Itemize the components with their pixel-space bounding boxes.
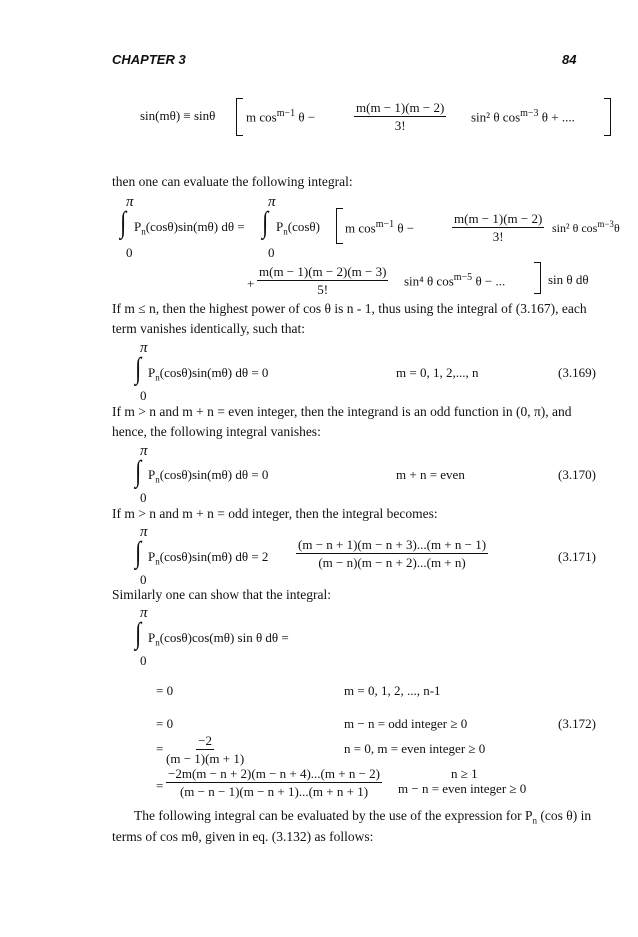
paragraph: then one can evaluate the following integral: xyxy=(112,174,353,189)
case-condition: n = 0, m = even integer ≥ 0 xyxy=(344,741,486,756)
paragraph: If m > n and m + n = odd integer, then the integral becomes: xyxy=(112,506,438,521)
equation-sin-expansion: sin(mθ) ≡ sinθ xyxy=(140,108,216,123)
fraction: $\frac{-2}{(m - 1)(m + 1)}$ xyxy=(166,733,245,766)
page-number: 84 xyxy=(562,52,577,67)
chapter-header: CHAPTER 3 xyxy=(112,52,186,67)
right-bracket xyxy=(534,262,541,294)
right-bracket xyxy=(604,98,611,136)
equation-3-171: $P_n(\cos\theta)\sin(m\theta) d\theta = 2$ xyxy=(148,549,269,567)
paragraph: Similarly one can show that the integral: xyxy=(112,587,331,602)
fraction: $\frac{-2m(m - n + 2)(m - n + 4)...(m + n - 2)}{(m - n - 1)(m - n + 1)...(m + n + 1)}$ xyxy=(168,766,380,799)
integral-sign: ∫ xyxy=(135,352,142,385)
paragraph: The following integral can be evaluated by the use of the expression for $P_n$ (cos θ) in xyxy=(134,808,592,826)
integral-sign: ∫ xyxy=(135,617,142,650)
equation-number: (3.169) xyxy=(558,365,596,380)
case-condition: m − n = odd integer ≥ 0 xyxy=(344,716,468,731)
left-bracket xyxy=(236,98,243,136)
integral-sign: ∫ xyxy=(135,536,142,569)
equation-number: (3.172) xyxy=(558,716,596,731)
paragraph: If m ≤ n, then the highest power of cos θ is n - 1, thus using the integral of (3.167), each xyxy=(112,301,587,316)
paragraph: term vanishes identically, such that: xyxy=(112,321,305,336)
equation-number: (3.170) xyxy=(558,467,596,482)
paragraph: hence, the following integral vanishes: xyxy=(112,424,321,439)
fraction: $\frac{m(m - 1)(m - 2)}{3!}$ xyxy=(454,211,543,244)
integral-sign: ∫ xyxy=(262,206,269,239)
case-condition: n ≥ 1 xyxy=(451,766,478,781)
equation-number: (3.171) xyxy=(558,549,596,564)
left-bracket xyxy=(336,208,343,244)
integral-sign: ∫ xyxy=(120,206,127,239)
equation-3-172: $P_n(\cos\theta)\cos(m\theta)$ sin θ dθ = xyxy=(148,630,289,648)
fraction: $\frac{m(m - 1)(m - 2)(m - 3)}{5!}$ xyxy=(259,264,387,297)
equation-3-170: $P_n(\cos\theta)\sin(m\theta) d\theta = 0$ xyxy=(148,467,269,485)
case-condition: m − n = even integer ≥ 0 xyxy=(398,781,527,796)
integral-sign: ∫ xyxy=(135,455,142,488)
fraction: $\frac{(m - n + 1)(m - n + 3)...(m + n - 1)}{(m - n)(m - n + 2)...(m + n)}$ xyxy=(298,537,487,570)
integral-expression: $P_n(\cos\theta)\sin(m\theta) d\theta$ = xyxy=(134,219,245,237)
fraction: $\frac{m(m - 1)(m - 2)}{3!}$ xyxy=(356,100,445,133)
paragraph: If m > n and m + n = even integer, then the integrand is an odd function in (0, π), and xyxy=(112,404,572,419)
case-condition: m = 0, 1, 2, ..., n-1 xyxy=(344,683,441,698)
paragraph: terms of cos mθ, given in eq. (3.132) as follows: xyxy=(112,829,374,844)
equation-3-169: $P_n(\cos\theta)\sin(m\theta) d\theta = 0$ xyxy=(148,365,269,383)
